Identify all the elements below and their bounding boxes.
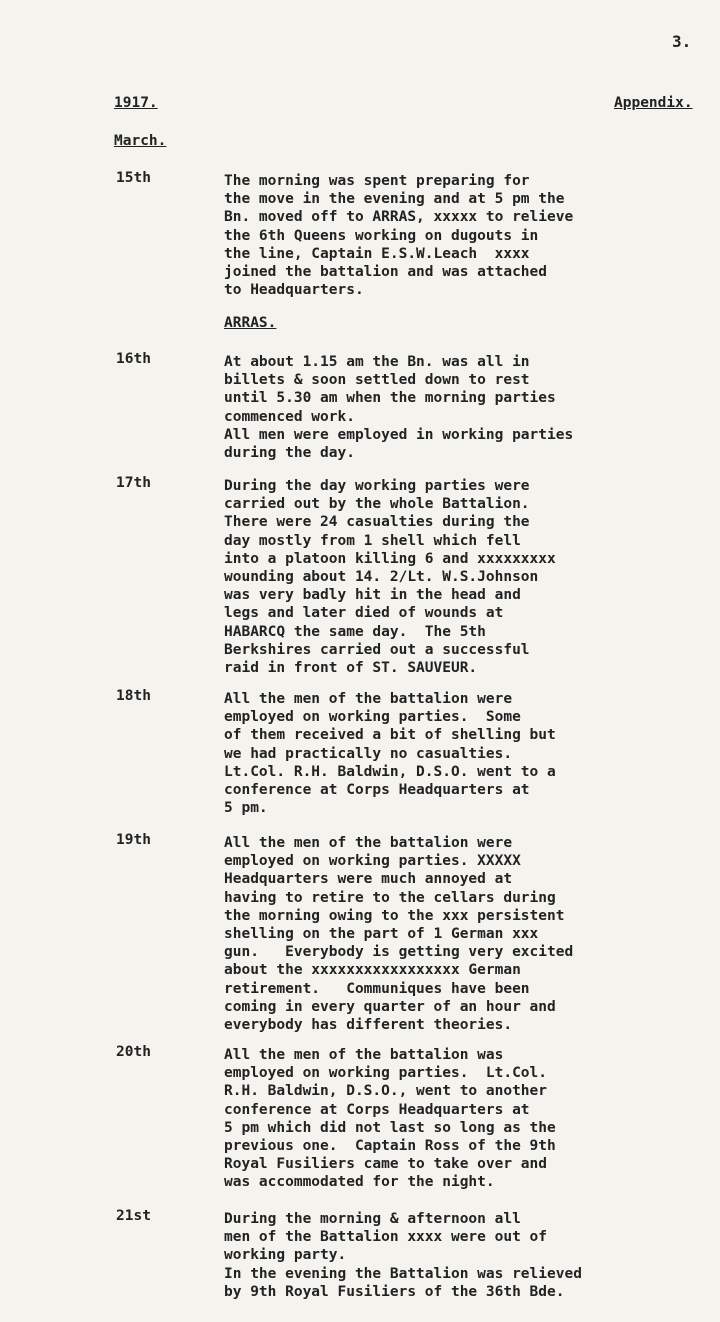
entry-line: 5 pm. xyxy=(224,800,268,817)
entry-date: 21st xyxy=(116,1208,151,1224)
entry-line: we had practically no casualties. xyxy=(224,745,513,762)
entry-line: HABARCQ the same day. The 5th xyxy=(224,623,486,640)
entry-line: into a platoon killing 6 and xxxxxxxxx xyxy=(224,550,556,567)
entry-line: about the xxxxxxxxxxxxxxxxx German xyxy=(224,962,521,979)
entry-date: 19th xyxy=(116,832,151,848)
entry-line: of them received a bit of shelling but xyxy=(224,727,556,744)
entry-line: having to retire to the cellars during xyxy=(224,889,556,906)
entry-text xyxy=(224,353,704,462)
entry-line: At about 1.15 am the Bn. was all in xyxy=(224,354,530,370)
entry-line: employed on working parties. XXXXX xyxy=(224,853,521,870)
entry-line: by 9th Royal Fusiliers of the 36th Bde. xyxy=(224,1283,565,1300)
entry-line: conference at Corps Headquarters at xyxy=(224,782,530,799)
entry-line: 5 pm which did not last so long as the xyxy=(224,1119,556,1136)
entry-line: carried out by the whole Battalion. xyxy=(224,496,530,513)
entry-date: 18th xyxy=(116,688,151,704)
entry-line: Headquarters were much annoyed at xyxy=(224,871,513,888)
entry-line: employed on working parties. Some xyxy=(224,709,521,726)
entry-line: the move in the evening and at 5 pm the xyxy=(224,191,565,208)
entry-line: day mostly from 1 shell which fell xyxy=(224,532,521,549)
entry-line: legs and later died of wounds at xyxy=(224,605,504,622)
entry-line: gun. Everybody is getting very excited xyxy=(224,944,574,961)
entry-line: everybody has different theories. xyxy=(224,1017,513,1034)
entry-line: the morning owing to the xxx persistent xyxy=(224,907,565,924)
entry-line: the 6th Queens working on dugouts in xyxy=(224,227,539,244)
entry-line: conference at Corps Headquarters at xyxy=(224,1101,530,1118)
entry-line: All the men of the battalion were xyxy=(224,691,513,707)
entry-line: until 5.30 am when the morning parties xyxy=(224,390,556,407)
entry-line: Royal Fusiliers came to take over and xyxy=(224,1156,548,1173)
month-heading: March. xyxy=(114,133,167,149)
entry-date: 15th xyxy=(116,170,151,186)
entry-date: 17th xyxy=(116,475,151,491)
page-number: 3. xyxy=(672,32,692,51)
entry-line: During the morning & afternoon all xyxy=(224,1211,521,1227)
year-heading: 1917. xyxy=(114,95,158,111)
entry-line: was very badly hit in the head and xyxy=(224,587,521,604)
entry-date: 16th xyxy=(116,351,151,367)
entry-line: commenced work. xyxy=(224,408,355,425)
entry-line: Berkshires carried out a successful xyxy=(224,641,530,658)
entry-line: raid in front of ST. SAUVEUR. xyxy=(224,660,478,677)
entry-line: During the day working parties were xyxy=(224,478,530,494)
entry-text xyxy=(224,1046,704,1192)
entry-line: R.H. Baldwin, D.S.O., went to another xyxy=(224,1083,548,1100)
place-heading: ARRAS. xyxy=(224,315,277,331)
entry-line: during the day. xyxy=(224,445,355,462)
entry-line: billets & soon settled down to rest xyxy=(224,372,530,389)
entry-text xyxy=(224,1210,704,1301)
entry-line: All the men of the battalion were xyxy=(224,835,513,851)
entry-line: retirement. Communiques have been xyxy=(224,980,530,997)
entry-line: joined the battalion and was attached xyxy=(224,264,548,281)
entry-line: men of the Battalion xxxx were out of xyxy=(224,1229,548,1246)
entry-text xyxy=(224,477,704,677)
entry-line: was accommodated for the night. xyxy=(224,1174,495,1191)
entry-text xyxy=(224,834,704,1034)
entry-date: 20th xyxy=(116,1044,151,1060)
appendix-heading: Appendix. xyxy=(614,95,693,111)
entry-line: employed on working parties. Lt.Col. xyxy=(224,1065,548,1082)
entry-line: In the evening the Battalion was relieved xyxy=(224,1265,582,1282)
entry-line: All the men of the battalion was xyxy=(224,1047,504,1063)
entry-text xyxy=(224,172,704,299)
entry-line: the line, Captain E.S.W.Leach xxxx xyxy=(224,245,530,262)
entry-line: coming in every quarter of an hour and xyxy=(224,998,556,1015)
entry-line: shelling on the part of 1 German xxx xyxy=(224,926,539,943)
entry-line: previous one. Captain Ross of the 9th xyxy=(224,1138,556,1155)
entry-line: Bn. moved off to ARRAS, xxxxx to relieve xyxy=(224,209,574,226)
entry-line: All men were employed in working parties xyxy=(224,426,574,443)
entry-line: The morning was spent preparing for xyxy=(224,173,530,189)
entry-text xyxy=(224,690,704,817)
entry-line: working party. xyxy=(224,1247,347,1264)
entry-line: Lt.Col. R.H. Baldwin, D.S.O. went to a xyxy=(224,763,556,780)
entry-line: to Headquarters. xyxy=(224,282,364,299)
entry-line: There were 24 casualties during the xyxy=(224,514,530,531)
entry-line: wounding about 14. 2/Lt. W.S.Johnson xyxy=(224,569,539,586)
